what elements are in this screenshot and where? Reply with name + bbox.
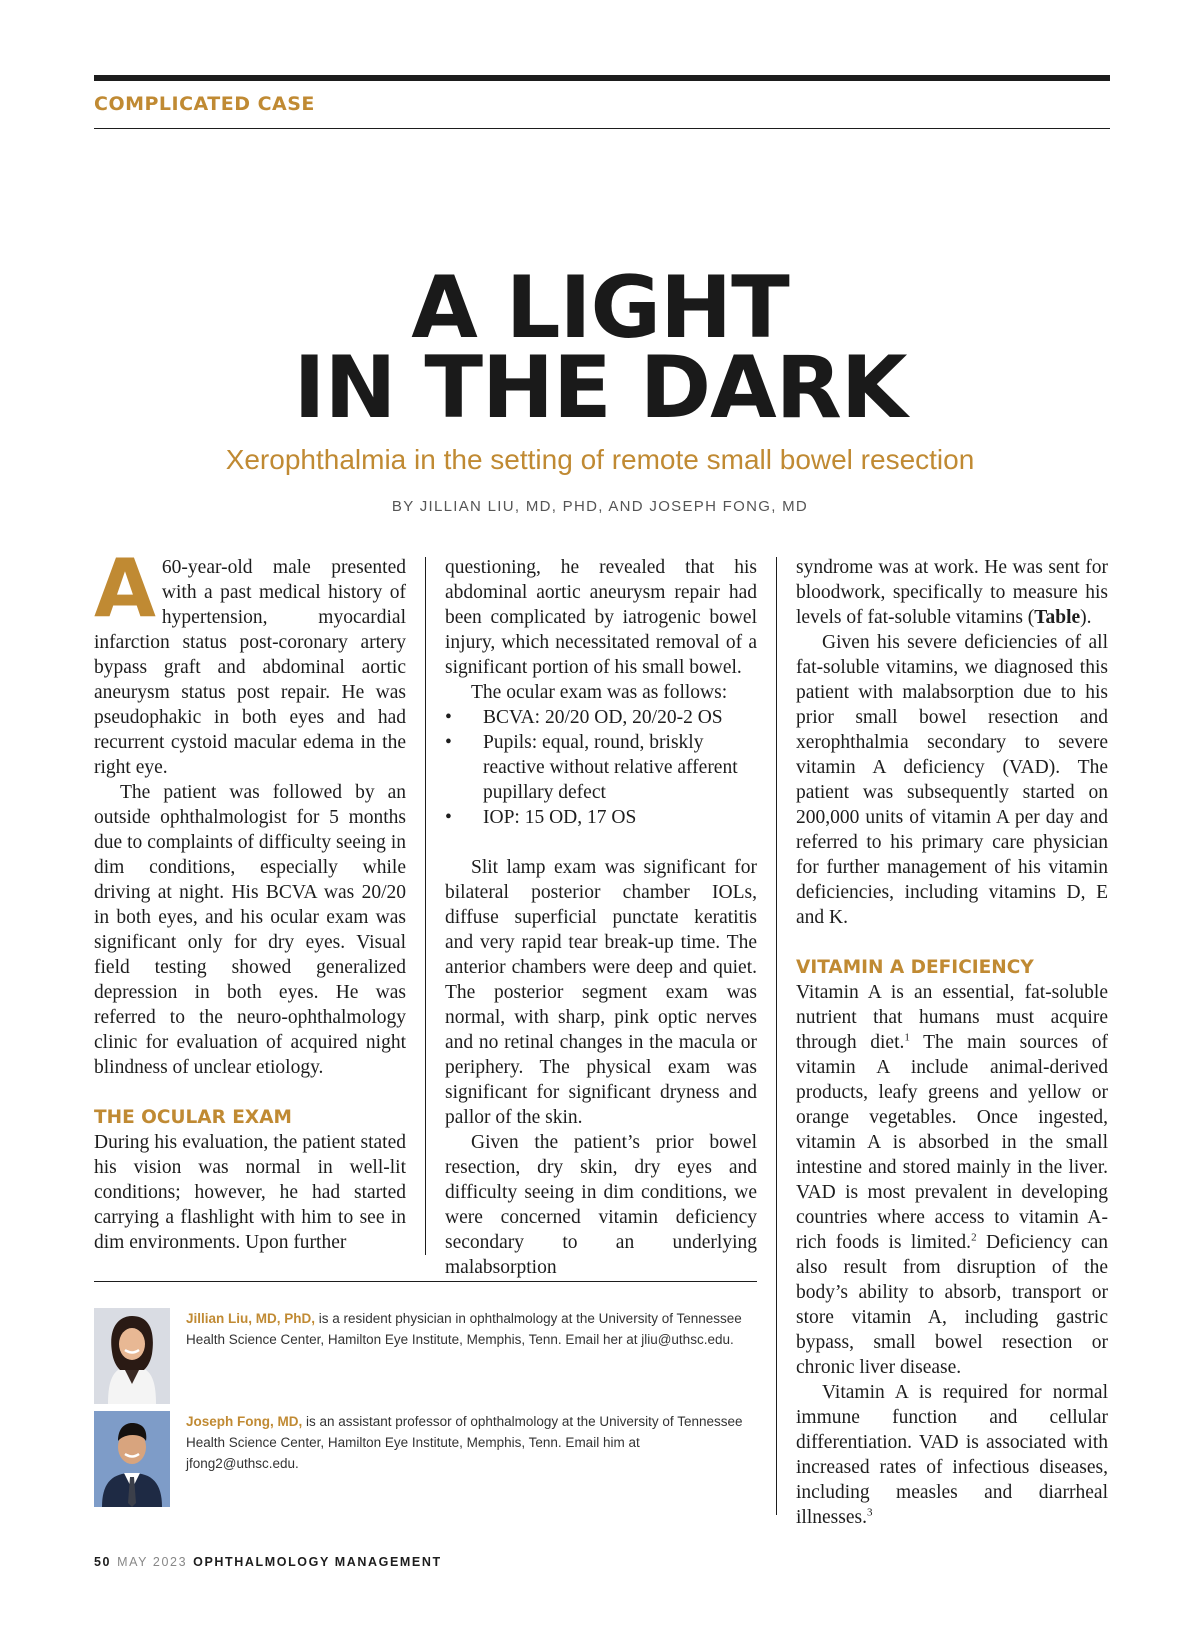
column-2	[445, 555, 757, 1280]
diagnosis-paragraph: Given his severe deficiencies of all fat-soluble vitamins, we diagnosed this patient with malabsorption due to his prior small bowel resection and xerophthalmia secondary to severe vitamin A deficiency (VAD). The patient was subsequently started on 200,000 units of vitamin A per day and referred to his primary care physician for further management of his vitamin deficiencies, including vitamins D, E and K.	[796, 632, 1108, 928]
concern-paragraph-part1: Given the patient’s prior bowel resection, dry skin, dry eyes and difficulty seeing in dim conditions, we were concerned vitamin deficiency secondary to an underlying malabsorption	[445, 1132, 757, 1278]
bio-rule	[94, 1281, 757, 1282]
top-rule	[94, 75, 1110, 81]
exam-list	[445, 705, 757, 830]
bullet-icon: •	[445, 732, 452, 753]
reference-2: 2	[971, 1231, 977, 1244]
drop-cap: A	[94, 542, 156, 635]
header-rule	[94, 128, 1110, 129]
bio-name-fong: Joseph Fong, MD,	[186, 1414, 303, 1429]
article-title	[0, 258, 1200, 438]
bio-name-liu: Jillian Liu, MD, PhD,	[186, 1311, 316, 1326]
bullet-icon: •	[445, 807, 452, 828]
list-item: • BCVA: 20/20 OD, 20/20-2 OS	[445, 707, 723, 728]
author-photo-liu	[94, 1308, 170, 1404]
exam-paragraph-part1: During his evaluation, the patient stated his vision was normal in well-lit conditions; however, he had started carrying a flashlight with him to see in dim environments. Upon further	[94, 1132, 406, 1253]
bullet-icon: •	[445, 707, 452, 728]
title-line-1: A LIGHT	[411, 258, 789, 358]
column-divider-1	[425, 557, 426, 1255]
publication-name: OPHTHALMOLOGY MANAGEMENT	[193, 1555, 442, 1569]
article-subtitle: Xerophthalmia in the setting of remote small bowel resection	[225, 444, 975, 475]
column-divider-2	[776, 557, 777, 1515]
list-item: • IOP: 15 OD, 17 OS	[445, 807, 637, 828]
concern-paragraph-part2: syndrome was at work. He was sent for bloodwork, specifically to measure his levels of fat-soluble vitamins (Table).	[796, 557, 1108, 628]
reference-1: 1	[904, 1031, 910, 1044]
list-item: • Pupils: equal, round, briskly reactive without relative afferent pupillary defect	[445, 732, 738, 803]
column-3	[796, 555, 1108, 1530]
byline: BY JILLIAN LIU, MD, PHD, AND JOSEPH FONG, MD	[391, 498, 809, 515]
heading-ocular-exam: THE OCULAR EXAM	[94, 1107, 292, 1128]
table-reference[interactable]: Table	[1034, 607, 1081, 628]
heading-vitamin-a-deficiency: VITAMIN A DEFICIENCY	[796, 957, 1034, 978]
bio-text-liu: Jillian Liu, MD, PhD, is a resident physician in ophthalmology at the University of Tennessee Health Science Center, Hamilton Eye Institute, Memphis, Tenn. Email her at jliu@uthsc.edu.	[186, 1311, 742, 1347]
intro-paragraph	[94, 542, 406, 780]
title-line-2: IN THE DARK	[293, 338, 907, 438]
exam-paragraph-part2: questioning, he revealed that his abdominal aortic aneurysm repair had been complicated by iatrogenic bowel injury, which necessitated removal of a significant portion of his small bowel.	[445, 557, 757, 678]
section-label: COMPLICATED CASE	[94, 93, 315, 115]
history-paragraph: The patient was followed by an outside ophthalmologist for 5 months due to complaints of difficulty seeing in dim conditions, especially while driving at night. His BCVA was 20/20 in both eyes, and his ocular exam was significant only for dry eyes. Visual field testing showed generalized depression in both eyes. He was referred to the neuro-ophthalmology clinic for evaluation of acquired night blindness of unclear etiology.	[94, 782, 406, 1078]
author-photo-fong	[94, 1411, 170, 1507]
vad-paragraph-2: Vitamin A is required for normal immune function and cellular differentiation. VAD is associated with increased rates of infectious diseases, including measles and diarrheal illnesses.$^3$	[796, 1382, 1108, 1528]
slit-lamp-paragraph: Slit lamp exam was significant for bilateral posterior chamber IOLs, diffuse superficial punctate keratitis and very rapid tear break-up time. The anterior chambers were deep and quiet. The posterior segment exam was normal, with sharp, pink optic nerves and no retinal changes in the macula or periphery. The physical exam was significant for significant dryness and pallor of the skin.	[445, 857, 757, 1128]
intro-text: 60-year-old male presented with a past medical history of hypertension, myocardial infarction status post-coronary artery bypass graft and abdominal aortic aneurysm status post repair. He was pseudophakic in both eyes and had recurrent cystoid macular edema in the right eye.	[94, 557, 406, 778]
page-footer	[94, 1555, 442, 1569]
column-1	[94, 542, 406, 1255]
issue-date: MAY 2023	[117, 1555, 188, 1569]
page-number: 50	[94, 1555, 112, 1569]
exam-list-intro: The ocular exam was as follows:	[471, 682, 728, 703]
bio-text-fong: Joseph Fong, MD, is an assistant professor of ophthalmology at the University of Tennessee Health Science Center, Hamilton Eye Institute, Memphis, Tenn. Email him at jfong2@uthsc.edu.	[186, 1414, 743, 1471]
reference-3: 3	[866, 1506, 873, 1519]
vad-paragraph-1: Vitamin A is an essential, fat-soluble nutrient that humans must acquire through diet.$^1$ The main sources of vitamin A include animal-derived products, leafy greens and yellow or orange vegetables. Once ingested, vitamin A is absorbed in the small intestine and stored mainly in the liver. VAD is most prevalent in developing countries where access to vitamin A-rich foods is limited.$^2$ Deficiency can also result from disruption of the body’s ability to absorb, transport or store vitamin A, including gastric bypass, small bowel resection or chronic liver disease.	[796, 982, 1109, 1378]
